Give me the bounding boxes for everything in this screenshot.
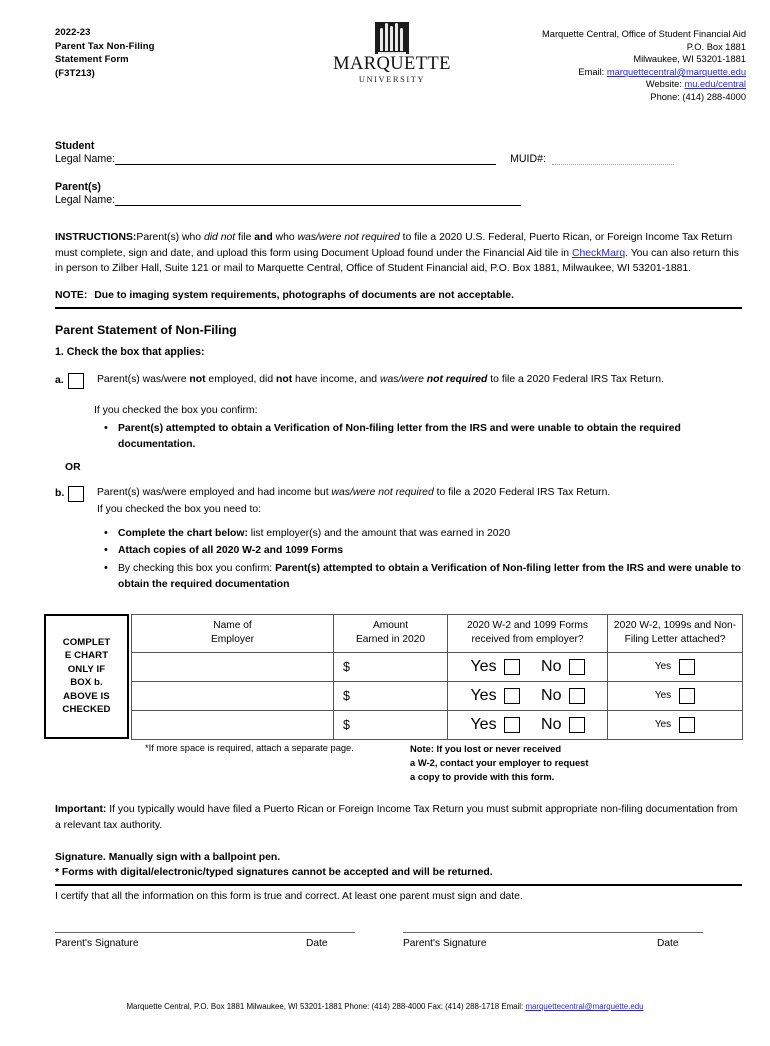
forms-received-cell-2 [448, 681, 608, 710]
yes-checkbox-3[interactable] [504, 717, 520, 733]
chart-note-line-1: COMPLET [62, 636, 111, 648]
instructions-text-4: to file a 2020 U.S. Federal, Puerto Rican, or Foreign Income Tax Return must complete, sign and date, and upload this form using Document Upload found under the Financial Aid tile in [55, 232, 733, 259]
lost-w2-note-line3: a copy to provide with this form. [410, 770, 555, 782]
list-item [118, 526, 742, 543]
employer-chart-wrapper [55, 614, 742, 739]
option-b-row [55, 485, 742, 518]
option-b-checkbox[interactable] [68, 486, 84, 502]
important-text: If you typically would have filed a Puerto Rican or Foreign Income Tax Return you must submit appropriate non-filing documentation from a relevant tax authority. [55, 803, 738, 831]
forms-received-cell-1 [448, 652, 608, 681]
table-row [132, 652, 743, 681]
column-header-nonfiling-attached [608, 614, 743, 652]
no-option-1 [541, 658, 584, 676]
no-label-2: No [541, 686, 562, 704]
nonfiling-attached-cell-1 [608, 652, 743, 681]
option-b-bullet-block [94, 526, 742, 594]
amount-input-1[interactable] [334, 652, 448, 681]
option-a-text-4: to file a 2020 Federal IRS Tax Return. [487, 373, 664, 385]
chart-note-line-6: CHECKED [62, 704, 111, 716]
form-page [0, 22, 770, 1046]
option-b-bullet-2-bold: Attach copies of all 2020 W-2 and 1099 Forms [118, 545, 343, 557]
yes-checkbox-2[interactable] [504, 688, 520, 704]
yes-option-3 [470, 716, 519, 734]
form-title-line2: Statement Form [55, 54, 129, 65]
contact-website-row [542, 78, 746, 91]
parent-name-row [55, 194, 742, 206]
nonfiling-yes-label-1: Yes [654, 661, 672, 673]
option-a-bold-2: not [276, 373, 293, 385]
col-nonfiling-line1: 2020 W-2, 1099s and Non- [613, 620, 737, 632]
employer-income-table [131, 614, 743, 740]
contact-website-label: Website: [645, 79, 682, 90]
employer-input-1[interactable] [132, 652, 334, 681]
parent-legal-name-label: Legal Name: [55, 194, 116, 206]
nonfiling-yes-group-2 [609, 688, 741, 704]
table-header-row [132, 614, 743, 652]
nonfiling-yes-group-1 [609, 659, 741, 675]
page-title: Parent Statement of Non-Filing [55, 322, 237, 337]
imaging-note [55, 288, 742, 306]
yes-label-3: Yes [470, 715, 497, 733]
option-b-text [97, 485, 742, 518]
parent-legal-name-input[interactable] [115, 194, 521, 206]
muid-label: MUID#: [510, 153, 546, 165]
column-header-amount [334, 614, 448, 652]
student-legal-name-label: Legal Name: [55, 153, 116, 165]
parents-heading: Parent(s) [55, 181, 101, 193]
contact-phone: Phone: (414) 288-4000 [650, 91, 746, 102]
form-identification [55, 26, 155, 80]
signature-instructions [55, 850, 742, 883]
no-option-3 [541, 716, 584, 734]
list-item [118, 421, 742, 454]
parent-signature-line-2[interactable] [403, 932, 703, 934]
table-row [132, 681, 743, 710]
contact-office: Marquette Central, Office of Student Financial Aid [542, 29, 746, 39]
instructions-text-1: Parent(s) who [136, 232, 204, 243]
nonfiling-yes-checkbox-1[interactable] [679, 659, 695, 675]
yes-label-2: Yes [470, 686, 497, 704]
lost-w2-note-line2: a W-2, contact your employer to request [410, 756, 589, 768]
option-a-bullet-text: Parent(s) attempted to obtain a Verification of Non-filing letter from the IRS and were unable to obtain the required documentation. [118, 422, 681, 451]
no-checkbox-3[interactable] [569, 717, 585, 733]
chart-note-line-4: BOX b. [70, 677, 103, 689]
date-label-2: Date [657, 937, 679, 949]
parent-signature-label-1: Parent's Signature [55, 937, 139, 949]
nonfiling-yes-label-3: Yes [654, 719, 672, 731]
option-a-em-1: was/were [379, 373, 424, 385]
instructions-text-3: who [272, 232, 298, 243]
check-box-question: 1. Check the box that applies: [55, 345, 205, 358]
forms-received-cell-3 [448, 710, 608, 739]
nonfiling-attached-cell-3 [608, 710, 743, 739]
col-employer-line1: Name of [213, 620, 252, 632]
office-contact-block [542, 28, 746, 104]
page-footer [0, 1002, 770, 1011]
chart-note-line-2: E CHART [64, 650, 109, 662]
signature-lines [55, 932, 742, 966]
instructions-text-2: file [235, 232, 255, 243]
table-row [132, 710, 743, 739]
list-item [118, 543, 742, 560]
marquette-logo [327, 22, 457, 85]
instructions-text-5: . You can also return this in person to Zilber Hall, Suite 121 or mail to Marquette Central, Office of Student Financial aid, P.O. Box 1881, Milwaukee, WI 53201-1881. [55, 247, 739, 275]
marquette-chapel-emblem-icon [375, 22, 409, 54]
option-a-confirm-block [94, 403, 742, 454]
no-checkbox-1[interactable] [569, 659, 585, 675]
instructions-paragraph [55, 230, 742, 277]
parent-signature-line-1[interactable] [55, 932, 355, 934]
nonfiling-attached-cell-2 [608, 681, 743, 710]
yes-no-group-1 [449, 658, 606, 676]
chart-note-line-5: ABOVE IS [63, 690, 110, 702]
nonfiling-yes-label-2: Yes [654, 690, 672, 702]
dollar-sign: $ [343, 717, 350, 732]
yes-option-2 [470, 687, 519, 705]
option-a-row [55, 372, 742, 389]
option-a-bullet-list [94, 421, 742, 454]
contact-website-link[interactable]: mu.edu/central [684, 79, 746, 90]
amount-input-3[interactable] [334, 710, 448, 739]
column-header-employer [132, 614, 334, 652]
contact-email-link[interactable]: marquettecentral@marquette.edu [606, 66, 746, 77]
no-label-1: No [541, 657, 562, 675]
option-b-bullet-list [94, 526, 742, 594]
no-checkbox-2[interactable] [569, 688, 585, 704]
footer-text: Marquette Central, P.O. Box 1881 Milwaukee, WI 53201-1881 Phone: (414) 288-4000 Fax: (414) 288-1718 Email: [126, 1002, 526, 1011]
col-forms-line2: received from employer? [471, 634, 584, 646]
form-year: 2022-23 [55, 27, 91, 38]
checkmarq-link[interactable]: CheckMarq [571, 247, 626, 259]
imaging-note-text: Due to imaging system requirements, photographs of documents are not acceptable. [94, 289, 514, 301]
col-forms-line1: 2020 W-2 and 1099 Forms [467, 620, 588, 632]
option-b-letter: b. [55, 487, 65, 499]
dollar-sign: $ [343, 659, 350, 674]
certification-text: I certify that all the information on this form is true and correct. At least one parent must sign and date. [55, 890, 523, 902]
amount-input-2[interactable] [334, 681, 448, 710]
option-b-bullet-3-bold: Parent(s) attempted to obtain a Verification of Non-filing letter from the IRS and were unable to obtain the required documentation [118, 562, 741, 591]
option-a-letter: a. [55, 374, 64, 386]
signature-instruction-line1: Signature. Manually sign with a ballpoint pen. [55, 851, 281, 863]
muid-input[interactable] [552, 153, 674, 165]
option-a-text [97, 372, 742, 389]
option-a-text-2: employed, did [205, 373, 277, 385]
yes-no-group-3 [449, 716, 606, 734]
col-amount-line2: Earned in 2020 [355, 634, 426, 646]
important-paragraph [55, 802, 742, 834]
option-a-confirm-lead: If you checked the box you confirm: [94, 404, 258, 416]
yes-checkbox-1[interactable] [504, 659, 520, 675]
column-header-forms-received [448, 614, 608, 652]
option-a-checkbox[interactable] [68, 373, 84, 389]
important-label: Important: [55, 803, 107, 815]
contact-po-box: P.O. Box 1881 [686, 41, 746, 52]
instructions-bold-and: and [254, 232, 273, 243]
col-amount-line1: Amount [372, 620, 409, 632]
chart-footnotes [55, 742, 742, 790]
form-title-line1: Parent Tax Non-Filing [55, 40, 155, 52]
instructions-lead: INSTRUCTIONS: [55, 232, 137, 243]
option-b-need-lead: If you checked the box you need to: [97, 503, 262, 515]
yes-option-1 [470, 658, 519, 676]
instructions-em-1: did not [203, 232, 236, 243]
lost-w2-note [410, 742, 589, 784]
no-option-2 [541, 687, 584, 705]
student-heading: Student [55, 140, 95, 152]
yes-no-group-2 [449, 687, 606, 705]
logo-wordmark: MARQUETTE [333, 54, 451, 74]
option-a-em-bold: not required [423, 373, 488, 385]
chart-condition-note-text [62, 636, 110, 718]
dollar-sign: $ [343, 688, 350, 703]
chart-footnote: *If more space is required, attach a separate page. [145, 742, 354, 753]
student-name-row [55, 153, 742, 165]
signature-instruction-line2: * Forms with digital/electronic/typed signatures cannot be accepted and will be returned. [55, 867, 493, 879]
option-a-text-1: Parent(s) was/were [97, 373, 190, 385]
nonfiling-yes-checkbox-2[interactable] [679, 688, 695, 704]
col-nonfiling-line2: Filing Letter attached? [624, 634, 726, 646]
logo-sub-wordmark: UNIVERSITY [358, 75, 426, 84]
note-divider [55, 307, 742, 309]
signature-divider [55, 884, 742, 886]
col-employer-line2: Employer [210, 634, 255, 646]
option-b-text-2: to file a 2020 Federal IRS Tax Return. [433, 486, 611, 498]
contact-city-state-zip: Milwaukee, WI 53201-1881 [633, 54, 746, 65]
option-b-bullet-1-rest: list employer(s) and the amount that was earned in 2020 [247, 527, 511, 539]
chart-note-line-3: ONLY IF [67, 663, 106, 675]
contact-email-label: Email: [578, 66, 605, 77]
name-entry-block [55, 140, 742, 206]
nonfiling-yes-group-3 [609, 717, 741, 733]
lost-w2-note-line1: Note: If you lost or never received [410, 742, 562, 754]
footer-email-link[interactable]: marquettecentral@marquette.edu [525, 1002, 644, 1011]
student-legal-name-input[interactable] [115, 153, 496, 165]
option-a-bold-1: not [189, 373, 206, 385]
form-code: (F3T213) [55, 67, 95, 79]
option-b-em-1: was/were not required [331, 486, 434, 498]
contact-email-row [542, 66, 746, 79]
date-label-1: Date [306, 937, 328, 949]
option-a-text-3: have income, and [292, 373, 380, 385]
no-label-3: No [541, 715, 562, 733]
option-b-bullet-1-bold: Complete the chart below: [118, 527, 248, 539]
option-b-text-1: Parent(s) was/were employed and had income but [97, 486, 332, 498]
yes-label-1: Yes [470, 657, 497, 675]
form-header [55, 22, 746, 122]
list-item [118, 561, 742, 594]
nonfiling-yes-checkbox-3[interactable] [679, 717, 695, 733]
imaging-note-label: NOTE: [55, 289, 88, 301]
chart-condition-note [44, 614, 129, 739]
employer-input-3[interactable] [132, 710, 334, 739]
parent-signature-label-2: Parent's Signature [403, 937, 487, 949]
or-label: OR [65, 461, 81, 473]
employer-input-2[interactable] [132, 681, 334, 710]
instructions-em-2: was/were not required [297, 232, 400, 243]
option-b-bullet-3-prefix: By checking this box you confirm: [118, 562, 276, 574]
